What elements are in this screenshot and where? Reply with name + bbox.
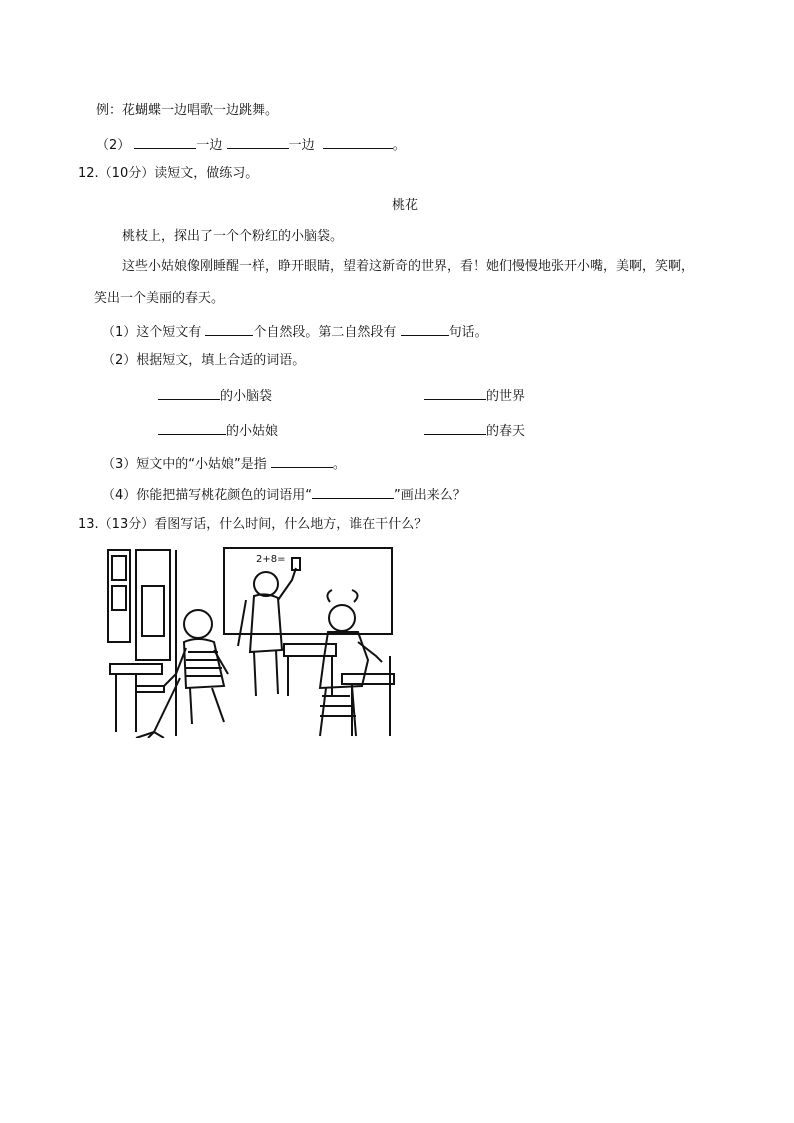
end-punct: 。	[392, 138, 406, 153]
example-sentence: 例：花蝴蝶一边唱歌一边跳舞。	[96, 103, 279, 118]
connector-text: 一边	[288, 138, 315, 153]
answer-blank[interactable]	[205, 321, 253, 336]
girl-head	[254, 572, 278, 596]
blackboard	[224, 548, 392, 634]
answer-blank[interactable]	[401, 321, 449, 336]
question-13-header: 13.（13分）看图写话，什么时间，什么地方，谁在干什么？	[78, 517, 428, 532]
fill-label: 的春天	[486, 424, 526, 439]
fill-item-2	[424, 385, 525, 406]
sub1-text-b: 个自然段。第二自然段有	[253, 325, 397, 340]
fill-item-1	[158, 385, 272, 406]
fill-label: 的世界	[486, 389, 526, 404]
girl2-head	[329, 605, 355, 631]
sub3-text-b: 。	[332, 457, 346, 472]
boy-body	[184, 639, 224, 688]
board-equation: 2+8=	[256, 554, 286, 565]
boy-head	[184, 610, 212, 638]
desk-right	[342, 674, 394, 684]
item-number: （2）	[96, 138, 131, 153]
fill-item-4	[424, 420, 525, 441]
classroom-illustration	[106, 546, 396, 738]
answer-blank[interactable]	[271, 453, 333, 468]
question-12-header: 12.（10分）读短文，做练习。	[78, 166, 259, 181]
answer-blank[interactable]	[158, 420, 226, 435]
answer-blank[interactable]	[424, 420, 486, 435]
q12-sub-2: （2）根据短文，填上合适的词语。	[102, 353, 306, 368]
connector-text: 一边	[196, 138, 223, 153]
sub1-text-c: 句话。	[448, 325, 488, 340]
passage-paragraph-2-line-2: 笑出一个美丽的春天。	[94, 291, 225, 306]
sub4-text-a: （4）你能把描写桃花颜色的词语用“	[102, 488, 313, 503]
passage-paragraph-1: 桃枝上，探出了一个个粉红的小脑袋。	[122, 229, 344, 244]
girl2-body	[320, 632, 368, 688]
passage-title: 桃花	[392, 198, 419, 213]
answer-blank[interactable]	[312, 484, 394, 499]
passage-paragraph-2-line-1: 这些小姑娘像刚睡醒一样，睁开眼睛，望着这新奇的世界，看！她们慢慢地张开小嘴，美啊，笑啊，	[122, 259, 695, 274]
desk-left	[110, 664, 162, 674]
answer-blank[interactable]	[323, 134, 393, 149]
fill-label: 的小脑袋	[220, 389, 273, 404]
fill-label: 的小姑娘	[226, 424, 279, 439]
sub1-text-a: （1）这个短文有	[102, 325, 202, 340]
girl-body	[250, 594, 282, 652]
answer-blank[interactable]	[134, 134, 196, 149]
answer-blank[interactable]	[227, 134, 289, 149]
sub4-text-b: ”画出来么？	[394, 488, 466, 503]
answer-blank[interactable]	[424, 385, 486, 400]
q12-sub-1	[102, 321, 488, 342]
q12-sub-3	[102, 453, 346, 474]
q12-sub-4	[102, 484, 466, 505]
desk-middle	[284, 644, 336, 656]
q11-item-2	[96, 134, 406, 155]
answer-blank[interactable]	[158, 385, 220, 400]
fill-item-3	[158, 420, 278, 441]
sub3-text-a: （3）短文中的“小姑娘”是指	[102, 457, 267, 472]
